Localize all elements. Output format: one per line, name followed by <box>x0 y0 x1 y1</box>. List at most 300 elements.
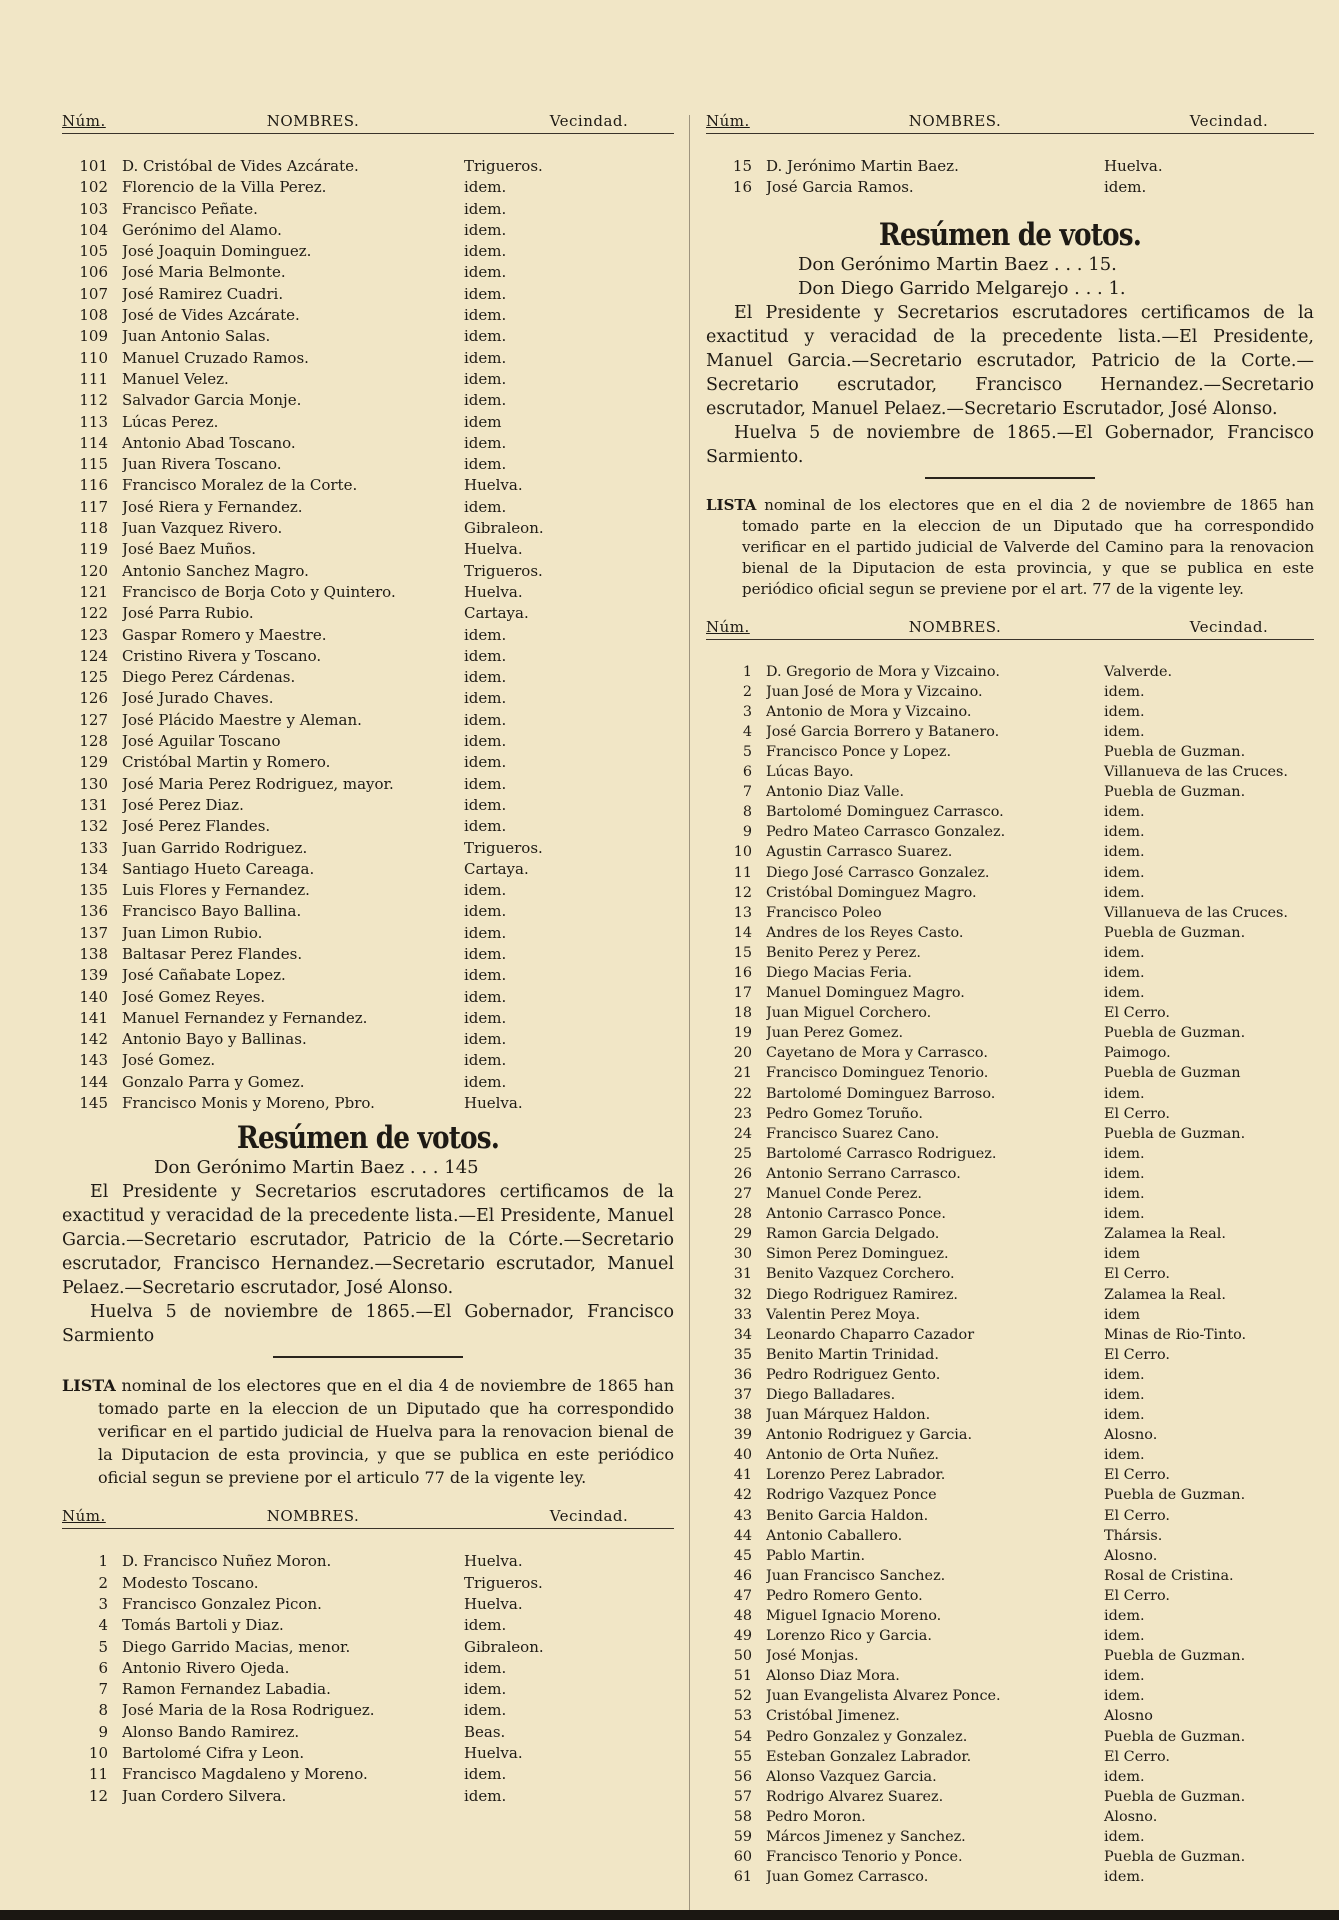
row-name: Francisco Magdaleno y Moreno. <box>122 1765 368 1784</box>
table-row <box>706 1124 1314 1144</box>
row-number: 110 <box>79 348 108 367</box>
row-name: Juan Márquez Haldon. <box>766 1407 931 1424</box>
table-row <box>706 1244 1314 1264</box>
table-row <box>62 795 674 816</box>
table-header-2 <box>62 1503 674 1525</box>
row-vecindad: Huelva. <box>464 540 523 559</box>
row-vecindad: idem. <box>1104 985 1145 1002</box>
row-name: Cristóbal Dominguez Magro. <box>766 884 977 901</box>
row-number: 11 <box>88 1765 108 1784</box>
row-number: 144 <box>79 1072 108 1091</box>
header-names: NOMBRES. <box>908 617 1002 636</box>
row-vecindad: idem. <box>464 1616 507 1635</box>
row-name: Salvador Garcia Monje. <box>122 391 302 410</box>
row-name: Francisco Poleo <box>766 904 882 921</box>
vote-summary <box>706 253 1314 301</box>
row-number: 52 <box>733 1688 752 1705</box>
row-vecindad: idem. <box>1104 178 1147 197</box>
row-name: Ramon Garcia Delgado. <box>766 1226 940 1243</box>
table-row <box>706 782 1314 802</box>
row-name: José de Vides Azcárate. <box>122 306 300 325</box>
table-row <box>706 1425 1314 1445</box>
row-vecindad: idem. <box>464 497 507 516</box>
table-row <box>706 802 1314 822</box>
row-number: 125 <box>79 668 108 687</box>
table-row <box>706 983 1314 1003</box>
row-name: Luis Flores y Fernandez. <box>122 881 310 900</box>
row-number: 44 <box>733 1527 752 1544</box>
row-number: 141 <box>79 1008 108 1027</box>
table-row <box>706 1144 1314 1164</box>
table-row <box>706 1084 1314 1104</box>
row-name: Antonio Carrasco Ponce. <box>766 1206 947 1223</box>
table-row <box>706 1747 1314 1767</box>
row-name: Francisco Gonzalez Picon. <box>122 1594 322 1613</box>
table-row <box>706 682 1314 702</box>
row-vecindad: El Cerro. <box>1104 1005 1170 1022</box>
table-row <box>62 859 674 880</box>
row-name: Juan Limon Rubio. <box>122 923 263 942</box>
row-vecindad: idem. <box>464 178 507 197</box>
row-name: Francisco Dominguez Tenorio. <box>766 1065 989 1082</box>
table-row <box>706 923 1314 943</box>
row-name: Bartolomé Dominguez Carrasco. <box>766 804 1004 821</box>
row-vecindad: Puebla de Guzman <box>1104 1065 1241 1082</box>
row-number: 113 <box>79 412 108 431</box>
table-row <box>706 883 1314 903</box>
row-vecindad: Puebla de Guzman. <box>1104 924 1246 941</box>
row-name: Gerónimo del Alamo. <box>122 220 282 239</box>
row-number: 131 <box>79 795 108 814</box>
row-number: 12 <box>88 1786 108 1805</box>
row-vecindad: Beas. <box>464 1722 506 1741</box>
lista-lead: LISTA <box>706 495 757 514</box>
row-name: Antonio Rodriguez y Garcia. <box>766 1427 973 1444</box>
row-vecindad: Huelva. <box>464 1594 523 1613</box>
table-row <box>62 1743 674 1764</box>
row-name: Valentin Perez Moya. <box>766 1306 921 1323</box>
table-row <box>62 944 674 965</box>
table-row <box>62 220 674 241</box>
table-row <box>62 838 674 859</box>
table-row <box>706 1063 1314 1083</box>
row-name: Antonio Bayo y Ballinas. <box>122 1030 307 1049</box>
elector-list-huelva <box>62 1551 674 1807</box>
row-vecindad: Cartaya. <box>464 604 529 623</box>
table-row <box>62 177 674 198</box>
row-vecindad: idem. <box>464 1658 507 1677</box>
row-vecindad: idem. <box>464 263 507 282</box>
table-row <box>62 1594 674 1615</box>
row-vecindad: idem. <box>464 1008 507 1027</box>
row-vecindad: Trigueros. <box>464 157 543 175</box>
row-number: 9 <box>742 824 752 841</box>
row-vecindad: Puebla de Guzman. <box>1104 1788 1246 1805</box>
row-vecindad: idem. <box>464 1680 507 1699</box>
table-row <box>62 667 674 688</box>
row-number: 39 <box>733 1427 752 1444</box>
row-vecindad: Puebla de Guzman. <box>1104 1849 1246 1866</box>
table-row <box>706 1867 1314 1887</box>
row-name: Francisco Moralez de la Corte. <box>122 476 358 495</box>
row-name: Francisco de Borja Coto y Quintero. <box>122 582 396 601</box>
row-vecindad: idem. <box>464 455 507 474</box>
row-vecindad: idem. <box>1104 1145 1145 1162</box>
header-num: Núm. <box>706 617 750 636</box>
row-number: 21 <box>733 1065 752 1082</box>
row-number: 130 <box>79 774 108 793</box>
row-number: 6 <box>98 1658 108 1677</box>
table-row <box>62 646 674 667</box>
row-number: 16 <box>733 965 752 981</box>
row-vecindad: Cartaya. <box>464 859 529 878</box>
table-row <box>62 284 674 305</box>
table-row <box>706 1184 1314 1204</box>
table-row <box>62 1029 674 1050</box>
row-number: 124 <box>79 646 108 665</box>
row-name: D. Francisco Nuñez Moron. <box>122 1552 332 1571</box>
row-number: 6 <box>742 764 752 781</box>
table-row <box>706 1264 1314 1284</box>
row-name: José Joaquin Dominguez. <box>122 242 312 261</box>
row-number: 47 <box>733 1587 752 1604</box>
row-name: Francisco Peñate. <box>122 199 258 218</box>
table-row <box>706 1164 1314 1184</box>
row-vecindad: Huelva. <box>464 1552 523 1571</box>
row-number: 46 <box>733 1567 752 1584</box>
row-vecindad: El Cerro. <box>1104 1507 1170 1524</box>
row-vecindad: Puebla de Guzman. <box>1104 1125 1246 1142</box>
table-row <box>706 762 1314 782</box>
row-number: 137 <box>79 923 108 942</box>
row-number: 3 <box>742 703 752 720</box>
row-name: D. Gregorio de Mora y Vizcaino. <box>766 663 1000 680</box>
row-name: Benito Vazquez Corchero. <box>766 1266 955 1283</box>
row-number: 19 <box>733 1025 752 1042</box>
row-vecindad: Trigueros. <box>464 838 543 857</box>
row-vecindad: idem. <box>1104 1768 1145 1785</box>
row-vecindad: Zalamea la Real. <box>1104 1226 1226 1243</box>
row-vecindad: idem. <box>1104 1447 1145 1464</box>
row-name: Santiago Hueto Careaga. <box>122 859 315 878</box>
table-row <box>706 1847 1314 1867</box>
row-name: Alonso Bando Ramirez. <box>122 1722 300 1741</box>
row-number: 48 <box>733 1608 752 1624</box>
row-name: Tomás Bartoli y Diaz. <box>122 1616 284 1635</box>
table-row <box>706 156 1314 177</box>
row-number: 108 <box>79 306 108 325</box>
table-header <box>706 108 1314 130</box>
row-number: 7 <box>742 784 752 801</box>
row-number: 10 <box>733 844 752 861</box>
row-number: 3 <box>98 1594 108 1613</box>
row-number: 56 <box>733 1768 752 1785</box>
row-number: 22 <box>733 1085 752 1102</box>
table-row <box>62 880 674 901</box>
table-row <box>62 412 674 433</box>
table-row <box>706 863 1314 883</box>
row-name: Bartolomé Dominguez Barroso. <box>766 1085 996 1102</box>
row-name: Manuel Conde Perez. <box>766 1186 922 1203</box>
row-number: 53 <box>733 1708 752 1725</box>
table-row <box>62 1700 674 1721</box>
lista-text: nominal de los electores que en el dia 2 de noviembre de 1865 han tomado parte en la eleccion de un Diputado que ha correspondido verificar en el partido judicial de Valverde del Camino para la renovacion bienal de la Diputacion de esta provincia, y que se publica en este periódico oficial segun se previene por el art. 77 de la vigente ley. <box>742 495 1314 598</box>
row-name: Pedro Moron. <box>766 1808 866 1825</box>
row-name: Benito Martin Trinidad. <box>766 1346 939 1363</box>
certification <box>62 1180 674 1348</box>
row-number: 45 <box>733 1547 752 1564</box>
row-number: 28 <box>733 1206 752 1223</box>
row-name: Juan Garrido Rodriguez. <box>122 838 308 857</box>
table-row <box>706 1787 1314 1807</box>
table-row <box>62 1679 674 1700</box>
row-name: José Plácido Maestre y Aleman. <box>122 710 362 729</box>
row-name: Lorenzo Rico y Garcia. <box>766 1628 932 1645</box>
row-vecindad: idem. <box>1104 1407 1145 1424</box>
row-name: Francisco Suarez Cano. <box>766 1125 940 1142</box>
row-number: 25 <box>733 1145 752 1162</box>
row-name: Cayetano de Mora y Carrasco. <box>766 1045 988 1062</box>
row-number: 41 <box>733 1467 752 1484</box>
table-row <box>706 1305 1314 1325</box>
row-name: Bartolomé Cifra y Leon. <box>122 1744 305 1763</box>
row-number: 61 <box>733 1869 752 1886</box>
table-row <box>62 390 674 411</box>
row-name: D. Jerónimo Martin Baez. <box>766 157 959 175</box>
row-number: 59 <box>733 1829 752 1846</box>
row-name: Pedro Mateo Carrasco Gonzalez. <box>766 824 1006 841</box>
row-vecindad: idem. <box>464 966 507 985</box>
table-row <box>706 1023 1314 1043</box>
row-name: Gonzalo Parra y Gomez. <box>122 1072 305 1091</box>
row-number: 140 <box>79 987 108 1006</box>
row-name: Francisco Tenorio y Ponce. <box>766 1849 963 1866</box>
row-name: Bartolomé Carrasco Rodriguez. <box>766 1145 997 1162</box>
table-row <box>706 1727 1314 1747</box>
header-num: Núm. <box>706 112 750 130</box>
row-name: Pedro Romero Gento. <box>766 1587 923 1604</box>
table-row <box>706 1285 1314 1305</box>
row-number: 117 <box>79 497 108 516</box>
row-number: 26 <box>733 1165 752 1182</box>
row-number: 9 <box>98 1722 108 1741</box>
row-vecindad: Alosno <box>1104 1708 1153 1725</box>
table-row <box>62 497 674 518</box>
row-vecindad: idem. <box>464 923 507 942</box>
table-row <box>706 1003 1314 1023</box>
row-vecindad: idem. <box>464 284 507 303</box>
row-name: Pedro Gonzalez y Gonzalez. <box>766 1728 968 1745</box>
resumen-title: Resúmen de votos. <box>878 216 1142 253</box>
table-row <box>62 1786 674 1807</box>
row-number: 123 <box>79 625 108 644</box>
table-row <box>706 1586 1314 1606</box>
row-name: Cristino Rivera y Toscano. <box>122 646 322 665</box>
row-vecindad: idem. <box>464 732 507 751</box>
row-number: 30 <box>733 1246 752 1263</box>
row-name: Benito Perez y Perez. <box>766 944 921 961</box>
row-name: Antonio Serrano Carrasco. <box>766 1165 961 1182</box>
row-name: Antonio Caballero. <box>766 1527 903 1544</box>
row-vecindad: idem. <box>464 1072 507 1091</box>
row-number: 36 <box>733 1366 752 1383</box>
row-name: Juan José de Mora y Vizcaino. <box>766 683 983 700</box>
row-vecindad: idem. <box>464 306 507 325</box>
row-number: 50 <box>733 1648 752 1665</box>
table-row <box>62 518 674 539</box>
row-name: Alonso Diaz Mora. <box>766 1668 900 1685</box>
row-vecindad: Villanueva de las Cruces. <box>1104 764 1289 781</box>
row-vecindad: idem. <box>1104 1829 1145 1846</box>
row-number: 119 <box>79 540 108 559</box>
table-row <box>706 1365 1314 1385</box>
row-number: 27 <box>733 1186 752 1203</box>
row-vecindad: idem. <box>464 668 507 687</box>
table-row <box>62 305 674 326</box>
row-number: 121 <box>79 582 108 601</box>
row-number: 143 <box>79 1051 108 1070</box>
table-row <box>706 1566 1314 1586</box>
table-row <box>706 742 1314 762</box>
row-vecindad: El Cerro. <box>1104 1266 1170 1283</box>
table-row <box>706 1104 1314 1124</box>
row-name: Pablo Martin. <box>766 1547 866 1564</box>
row-name: Lorenzo Perez Labrador. <box>766 1467 946 1484</box>
row-name: José Maria Perez Rodriguez, mayor. <box>122 774 394 793</box>
row-vecindad: Zalamea la Real. <box>1104 1286 1226 1303</box>
row-name: José Perez Flandes. <box>122 817 271 836</box>
row-vecindad: idem. <box>1104 864 1145 881</box>
row-name: Lúcas Bayo. <box>766 764 854 781</box>
row-vecindad: Trigueros. <box>464 1573 543 1592</box>
row-number: 101 <box>79 157 108 175</box>
row-name: Antonio Rivero Ojeda. <box>122 1658 290 1677</box>
row-vecindad: idem. <box>464 689 507 708</box>
row-vecindad: idem. <box>1104 1668 1145 1685</box>
table-row <box>706 1666 1314 1686</box>
row-name: José Gomez Reyes. <box>122 987 266 1006</box>
table-row <box>62 241 674 262</box>
row-number: 103 <box>79 199 108 218</box>
row-number: 49 <box>733 1628 752 1645</box>
row-vecindad: El Cerro. <box>1104 1587 1170 1604</box>
row-name: José Cañabate Lopez. <box>122 966 286 985</box>
table-row <box>62 710 674 731</box>
row-number: 11 <box>733 864 752 881</box>
row-vecindad: idem. <box>464 881 507 900</box>
table-row <box>62 199 674 220</box>
lista-intro <box>62 1374 674 1489</box>
table-row <box>62 262 674 283</box>
row-name: Gaspar Romero y Maestre. <box>122 625 327 644</box>
row-name: Francisco Monis y Moreno, Pbro. <box>122 1094 375 1113</box>
table-row <box>706 1465 1314 1485</box>
row-number: 4 <box>98 1616 108 1635</box>
left-column <box>62 108 674 1807</box>
row-name: Juan Evangelista Alvarez Ponce. <box>766 1688 1001 1705</box>
row-number: 133 <box>79 838 108 857</box>
table-row <box>706 1606 1314 1626</box>
row-number: 54 <box>733 1728 752 1745</box>
vote-summary <box>62 1156 674 1180</box>
row-number: 8 <box>742 804 752 821</box>
row-name: Ramon Fernandez Labadia. <box>122 1680 331 1699</box>
row-name: Manuel Dominguez Magro. <box>766 985 965 1002</box>
row-name: Juan Gomez Carrasco. <box>766 1869 929 1886</box>
row-name: Esteban Gonzalez Labrador. <box>766 1748 972 1765</box>
row-number: 104 <box>79 220 108 239</box>
certification-text: El Presidente y Secretarios escrutadores certificamos de la exactitud y veracidad de la precedente lista.—El Presidente, Manuel Garcia.—Secretario escrutador, Patricio de la Corte.—Secretario escrutador, Francisco Hernandez.—Secretario escrutador, Manuel Pelaez.—Secretario Escrutador, José Alonso. <box>706 302 1314 419</box>
table-row <box>706 1546 1314 1566</box>
row-vecindad: Valverde. <box>1104 663 1173 680</box>
row-vecindad: Gibraleon. <box>464 519 544 538</box>
row-name: Diego Balladares. <box>766 1386 896 1403</box>
row-name: Márcos Jimenez y Sanchez. <box>766 1829 966 1846</box>
table-row <box>706 1767 1314 1787</box>
row-number: 57 <box>733 1788 752 1805</box>
table-row <box>706 842 1314 862</box>
table-row <box>62 816 674 837</box>
table-row <box>62 156 674 177</box>
row-name: Leonardo Chaparro Cazador <box>766 1326 975 1343</box>
table-row <box>706 1706 1314 1726</box>
vote-line: Don Diego Garrido Melgarejo . . . 1. <box>798 277 1126 299</box>
row-number: 118 <box>79 519 108 538</box>
table-row <box>62 731 674 752</box>
row-vecindad: Huelva. <box>464 582 523 601</box>
row-name: Diego Macias Feria. <box>766 965 912 981</box>
row-vecindad: idem. <box>1104 1165 1145 1182</box>
row-vecindad: idem. <box>1104 723 1145 740</box>
lista-lead: LISTA <box>62 1376 116 1396</box>
signature: Huelva 5 de noviembre de 1865.—El Gobernador, Francisco Sarmiento <box>62 1302 674 1347</box>
row-vecindad: idem. <box>1104 1869 1145 1886</box>
table-row <box>706 702 1314 722</box>
row-name: Juan Vazquez Rivero. <box>122 519 283 538</box>
vote-line: Don Gerónimo Martin Baez . . . 15. <box>798 253 1117 275</box>
row-vecindad: idem. <box>464 1786 507 1805</box>
table-header-2 <box>706 614 1314 636</box>
header-vecindad: Vecindad. <box>1189 112 1269 130</box>
row-number: 51 <box>733 1668 752 1685</box>
header-num: Núm. <box>62 112 106 130</box>
row-number: 42 <box>733 1487 752 1504</box>
table-row <box>706 1526 1314 1546</box>
row-number: 13 <box>733 904 752 921</box>
table-row <box>62 603 674 624</box>
table-row <box>62 348 674 369</box>
row-number: 55 <box>733 1748 752 1765</box>
row-name: Andres de los Reyes Casto. <box>766 924 964 941</box>
row-vecindad: idem. <box>1104 683 1145 700</box>
table-row <box>706 822 1314 842</box>
table-row <box>706 1506 1314 1526</box>
table-row <box>706 1646 1314 1666</box>
row-vecindad: idem. <box>464 1051 507 1070</box>
table-row <box>62 326 674 347</box>
row-vecindad: idem. <box>1104 1628 1145 1645</box>
row-number: 17 <box>733 985 752 1002</box>
row-vecindad: idem. <box>464 433 507 452</box>
row-vecindad: idem. <box>464 1701 507 1720</box>
row-number: 2 <box>98 1573 108 1592</box>
row-name: Cristóbal Jimenez. <box>766 1708 900 1725</box>
row-vecindad: Villanueva de las Cruces. <box>1104 904 1289 921</box>
row-number: 1 <box>742 663 752 680</box>
vote-line: Don Gerónimo Martin Baez . . . 145 <box>154 1157 479 1179</box>
row-number: 134 <box>79 859 108 878</box>
row-number: 1 <box>98 1552 108 1571</box>
